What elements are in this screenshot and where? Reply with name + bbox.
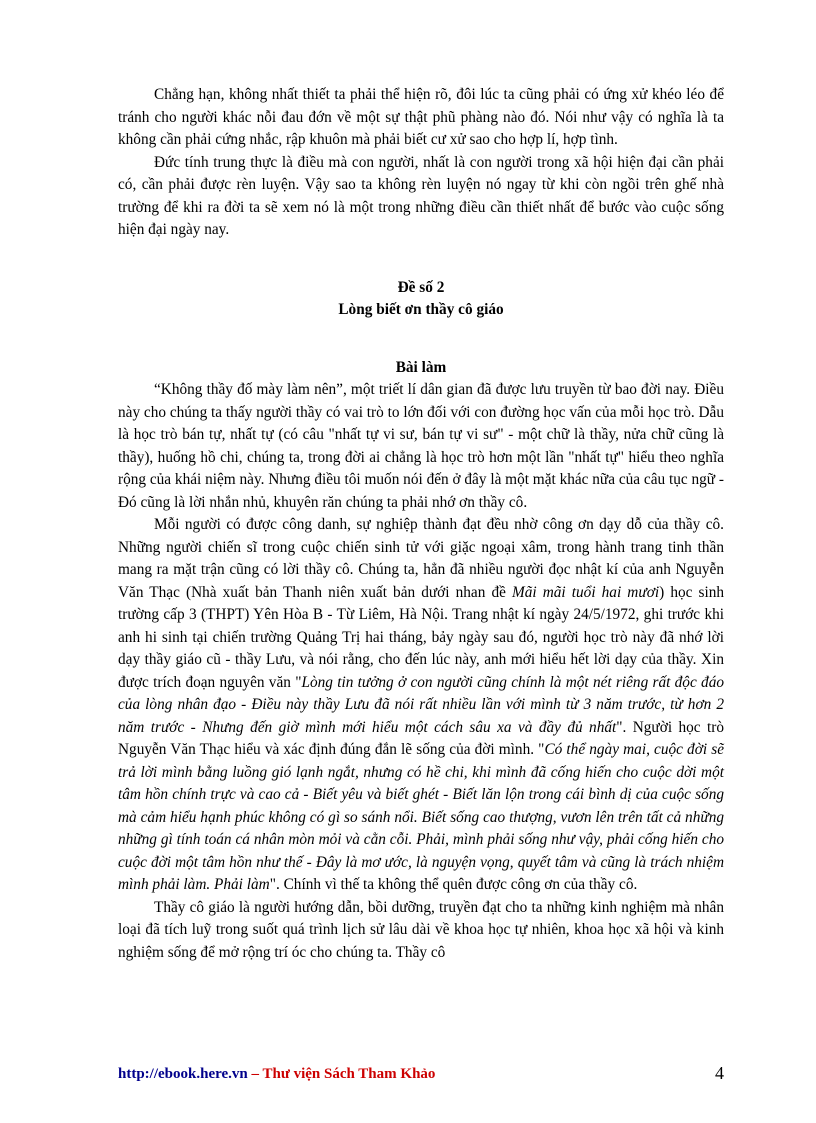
body-paragraph-3: Thầy cô giáo là người hướng dẫn, bồi dưỡng, truyền đạt cho ta những kinh nghiệm mà nhân loại đã tích luỹ trong suốt quá trình lịch sử lâu dài về khoa học tự nhiên, khoa học xã hội và kinh nghiệm sống để mở rộng trí óc cho chúng ta. Thầy cô xyxy=(118,898,724,961)
footer-source xyxy=(118,1066,435,1083)
diary-quote-2: Có thể ngày mai, cuộc đời sẽ trả lời mình bằng luồng gió lạnh ngắt, nhưng có hề chi, khi mình đã cống hiến cho cuộc dời một tâm hồn chính trực và cao cả - Biết yêu và biết ghét - Biết lăn lộn trong cái bình dị của cuộc sống mà cảm hiểu hạnh phúc không có gì so sánh nổi. Biết sống cao thượng, vươn lên trên tất cả những những gì tính toán cá nhân mòn mỏi và cằn cỗi. Phải, mình phải sống như vậy, phải cống hiến cho cuộc đời một tâm hồn như thế - Đây là mơ ước, là nguyện vọng, quyết tâm và cũng là trách nhiệm mình phải làm. Phải làm xyxy=(118,741,724,893)
intro-paragraph-1: Chẳng hạn, không nhất thiết ta phải thể hiện rõ, đôi lúc ta cũng phải có ứng xử khéo léo để tránh cho người khác nỗi đau đớn về một sự thật phũ phàng nào đó. Nói như vậy có nghĩa là ta không cần phải cứng nhắc, rập khuôn mà phải biết cư xử sao cho hợp lí, hợp tình. xyxy=(118,86,724,148)
book-title: Mãi mãi tuổi hai mươi xyxy=(511,583,660,601)
footer-url-link[interactable]: http://ebook.here.vn xyxy=(118,1066,248,1082)
footer-separator: – xyxy=(247,1066,263,1082)
document-page xyxy=(118,84,724,964)
intro-paragraph-2: Đức tính trung thực là điều mà con người, nhất là con người trong xã hội hiện đại cần phải có, cần phải được rèn luyện. Vậy sao ta không rèn luyện nó ngay từ khi còn ngồi trên ghế nhà trường để khi ra đời ta sẽ xem nó là một trong những điều cần thiết nhất để bước vào cuộc sống hiện đại ngày nay. xyxy=(118,153,724,238)
section-label: Bài làm xyxy=(395,358,447,376)
footer-library-name: Thư viện Sách Tham Khảo xyxy=(262,1066,436,1082)
body-paragraph-2: Mỗi người có được công danh, sự nghiệp thành đạt đều nhờ công ơn dạy dỗ của thầy cô. Những người chiến sĩ trong cuộc chiến sinh tử với giặc ngoại xâm, trong hành trang tinh thần mang ra mặt trận cũng có lời thầy cô. Chúng ta, hẳn đã nhiều người đọc nhật kí của anh Nguyễn Văn Thạc (Nhà xuất bản Thanh niên xuất bản dưới nhan đề Mãi mãi tuổi hai mươi) học sinh trường cấp 3 (THPT) Yên Hòa B - Từ Liêm, Hà Nội. Trang nhật kí ngày 24/5/1972, ghi trước khi anh hi sinh tại chiến trường Quảng Trị hai tháng, bảy ngày sau đó, người học trò này đã nhớ lời dạy thầy giáo cũ - thầy Lưu, và nói rằng, cho đến lúc này, anh mới hiểu hết lời dạy của thầy. Xin được trích đoạn nguyên văn "Lòng tin tưởng ở con người cũng chính là một nét riêng rất độc đáo của lòng nhân đạo - Điều này thầy Lưu đã nói rất nhiều lần với mình từ 3 năm trước, từ hơn 2 năm trước - Nhưng đến giờ mình mới hiểu một cách sâu xa và đầy đủ nhất". Người học trò Nguyễn Văn Thạc hiểu và xác định đúng đắn lẽ sống của đời mình. "Có thể ngày mai, cuộc đời sẽ trả lời mình bằng luồng gió lạnh ngắt, nhưng có hề chi, khi mình đã cống hiến cho cuộc dời một tâm hồn chính trực và cao cả - Biết yêu và biết ghét - Biết lăn lộn trong cái bình dị của cuộc sống mà cảm hiểu hạnh phúc không có gì so sánh nổi. Biết sống cao thượng, vươn lên trên tất cả những những gì tính toán cá nhân mòn mỏi và cằn cỗi. Phải, mình phải sống như vậy, phải cống hiến cho cuộc đời một tâm hồn như thế - Đây là mơ ước, là nguyện vọng, quyết tâm và cũng là trách nhiệm mình phải làm. Phải làm". Chính vì thế ta không thể quên được công ơn của thầy cô. xyxy=(118,516,725,893)
essay-number: Đề số 2 xyxy=(397,278,445,296)
page-number: 4 xyxy=(715,1063,724,1083)
page-footer xyxy=(118,1063,724,1089)
diary-quote-1: Lòng tin tưởng ở con người cũng chính là một nét riêng rất độc đáo của lòng nhân đạo - Điều này thầy Lưu đã nói rất nhiều lần với mình từ 3 năm trước, từ hơn 2 năm trước - Nhưng đến giờ mình mới hiểu một cách sâu xa và đầy đủ nhất xyxy=(118,673,724,736)
body-paragraph-1: “Không thầy đố mày làm nên”, một triết lí dân gian đã được lưu truyền từ bao đời nay. Điều này cho chúng ta thấy người thầy có vai trò to lớn đối với con đường học vấn của mỗi học trò. Dẫu là học trò bán tự, nhất tự (có câu "nhất tự vi sư, bán tự vi sư" - một chữ là thầy, nửa chữ cũng là thầy), huống hồ chi, chúng ta, trong đời ai chẳng là học trò hơn một lần "nhất tự" hiểu theo nghĩa rộng của khái niệm này. Nhưng điều tôi muốn nói đến ở đây là một mặt khác nữa của câu tục ngữ - Đó cũng là lời nhắn nhủ, khuyên răn chúng ta phải nhớ ơn thầy cô. xyxy=(118,381,724,511)
essay-title: Lòng biết ơn thầy cô giáo xyxy=(338,301,504,318)
